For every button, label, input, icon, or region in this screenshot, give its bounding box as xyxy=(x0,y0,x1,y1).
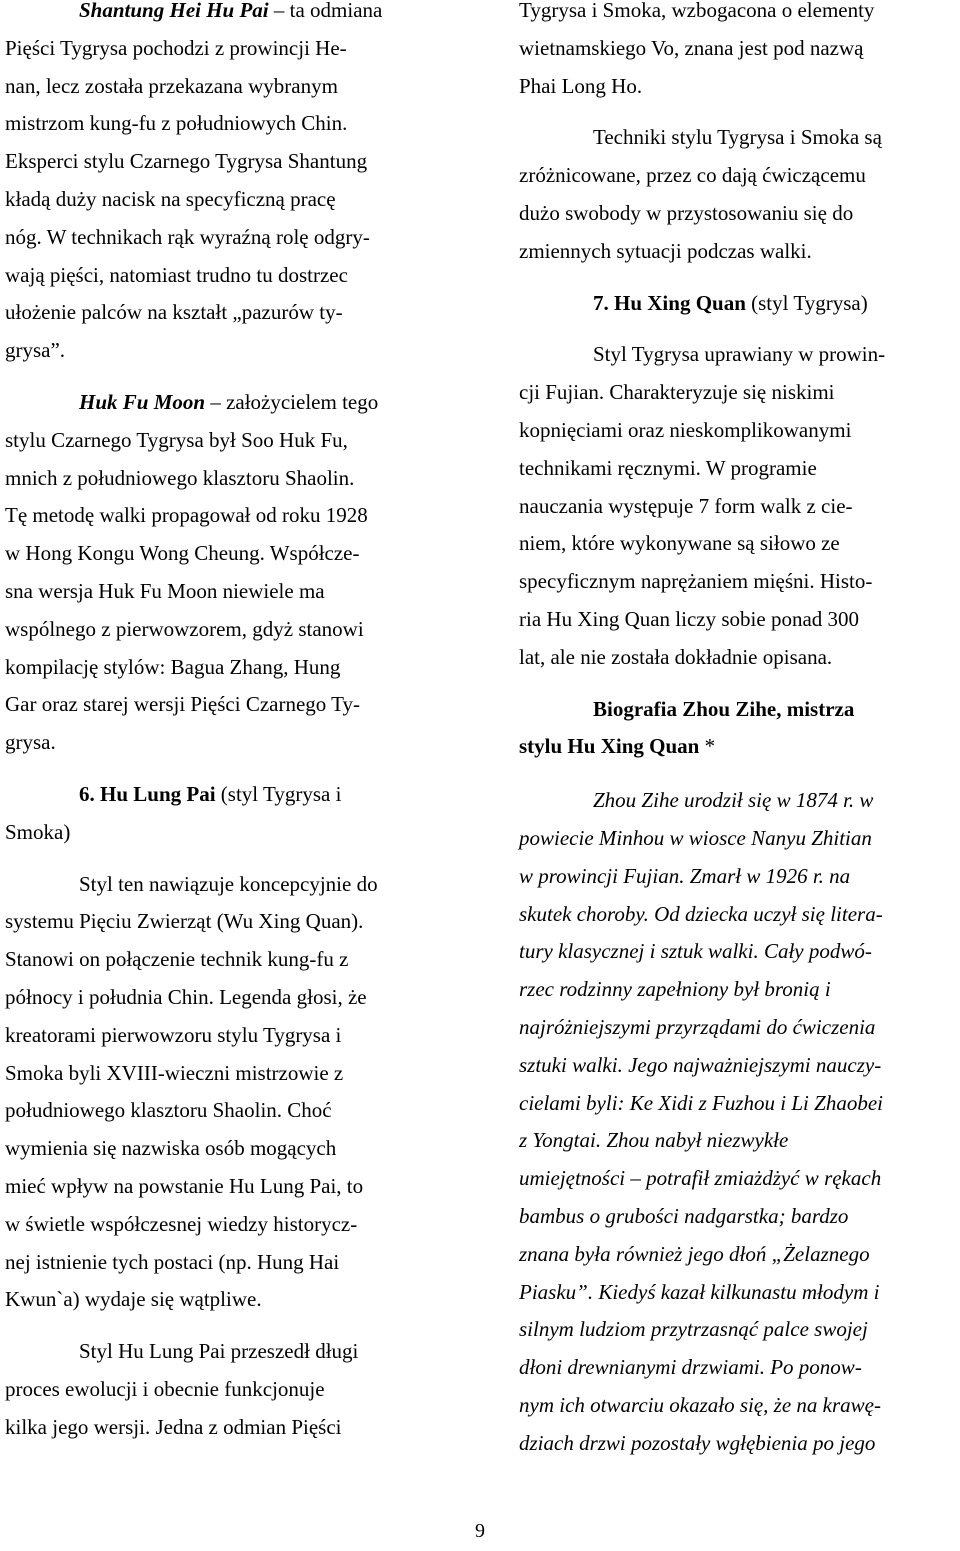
paragraph-hu-lung-pai xyxy=(5,866,460,1320)
left-column xyxy=(5,0,460,1446)
text-line: w świetle współczesnej wiedzy historycz- xyxy=(5,1211,358,1236)
text-line: rzec rodzinny zapełniony był bronią i xyxy=(519,977,831,1002)
text-line: lat, ale nie została dokładnie opisana. xyxy=(519,644,833,669)
text-line: dużo swobody w przystosowaniu się do xyxy=(519,200,854,225)
text-line: sna wersja Huk Fu Moon niewiele ma xyxy=(5,578,325,603)
text-line: w prowincji Fujian. Zmarł w 1926 r. na xyxy=(519,863,851,888)
text-line: Kwun`a) wydaje się wątpliwe. xyxy=(5,1287,262,1312)
text-line: kładą duży nacisk na specyficzną pracę xyxy=(5,186,336,211)
text-line: Styl ten nawiązuje koncepcyjnie do xyxy=(79,871,378,896)
text-line: zmiennych sytuacji podczas walki. xyxy=(519,238,812,263)
paragraph-continuation xyxy=(519,0,960,105)
text-line: wspólnego z pierwowzorem, gdyż stanowi xyxy=(5,616,364,641)
text-line: mistrzom kung-fu z południowych Chin. xyxy=(5,111,348,136)
text-line: Stanowi on połączenie technik kung-fu z xyxy=(5,947,349,972)
text-line: zróżnicowane, przez co dają ćwiczącemu xyxy=(519,163,866,188)
text-line: grysa”. xyxy=(5,338,66,363)
style-name: Huk Fu Moon xyxy=(79,389,206,414)
text-line: technikami ręcznymi. W programie xyxy=(519,455,817,480)
text-line: nóg. W technikach rąk wyraźną rolę odgry- xyxy=(5,224,370,249)
text-line: ułożenie palców na kształt „pazurów ty- xyxy=(5,300,343,325)
text-line: mieć wpływ na powstanie Hu Lung Pai, to xyxy=(5,1173,364,1198)
style-name: Shantung Hei Hu Pai xyxy=(79,0,269,22)
text-line: dziach drzwi pozostały wgłębienia po jego xyxy=(519,1430,876,1455)
text-line: Shantung Hei Hu Pai – ta odmiana xyxy=(79,0,383,22)
text-line: północy i południa Chin. Legenda głosi, że xyxy=(5,984,367,1009)
text-line: mnich z południowego klasztoru Shaolin. xyxy=(5,465,355,490)
text-line: sztuki walki. Jego najważniejszymi nauczy- xyxy=(519,1052,882,1077)
text-line: Eksperci stylu Czarnego Tygrysa Shantung xyxy=(5,149,368,174)
text-line: Huk Fu Moon – założycielem tego xyxy=(79,389,379,414)
text-line: grysa. xyxy=(5,730,56,755)
text-line: Piasku”. Kiedyś kazał kilkunastu młodym i xyxy=(519,1279,880,1304)
text-line: nym ich otwarciu okazało się, że na krawę- xyxy=(519,1392,881,1417)
text-line: stylu Czarnego Tygrysa był Soo Huk Fu, xyxy=(5,427,348,452)
text-line: znana była również jego dłoń „Żelaznego xyxy=(519,1241,870,1266)
text-line: w Hong Kongu Wong Cheung. Współcze- xyxy=(5,541,360,566)
section-heading-6 xyxy=(5,776,460,852)
text-line: stylu Hu Xing Quan * xyxy=(519,734,716,759)
text-line: Gar oraz starej wersji Pięści Czarnego Ty- xyxy=(5,692,361,717)
text-line: skutek choroby. Od dziecka uczył się litera- xyxy=(519,901,883,926)
text-line: specyficznym naprężaniem mięśni. Histo- xyxy=(519,569,873,594)
text-line: silnym ludziom przytrzasnąć palce swojej xyxy=(519,1317,868,1342)
text-line: nauczania występuje 7 form walk z cie- xyxy=(519,493,853,518)
text-line: tury klasycznej i sztuk walki. Cały podwó- xyxy=(519,939,872,964)
text-line: niem, które wykonywane są siłowo ze xyxy=(519,531,840,556)
text-line: wymienia się nazwiska osób mogących xyxy=(5,1136,337,1161)
paragraph-techniques xyxy=(519,119,960,270)
section-heading-7 xyxy=(519,285,960,323)
text-line: Styl Tygrysa uprawiany w prowin- xyxy=(593,342,886,367)
text-line: kreatorami pierwowzoru stylu Tygrysa i xyxy=(5,1022,342,1047)
text-line: proces ewolucji i obecnie funkcjonuje xyxy=(5,1376,325,1401)
text-line: ria Hu Xing Quan liczy sobie ponad 300 xyxy=(519,606,860,631)
text-line: powiecie Minhou w wiosce Nanyu Zhitian xyxy=(519,825,872,850)
paragraph-huk-fu-moon xyxy=(5,384,460,762)
heading-title: 7. Hu Xing Quan xyxy=(593,290,746,315)
paragraph-evolution xyxy=(5,1333,460,1446)
text-line: Smoka) xyxy=(5,819,71,844)
text-line: Zhou Zihe urodził się w 1874 r. w xyxy=(593,788,874,813)
text-line: wają pięści, natomiast trudno tu dostrzec xyxy=(5,262,348,287)
paragraph-shantung xyxy=(5,0,460,370)
text-line: systemu Pięciu Zwierząt (Wu Xing Quan). xyxy=(5,909,364,934)
biography-text xyxy=(519,782,960,1462)
text-line: dłoni drewnianymi drzwiami. Po ponow- xyxy=(519,1355,862,1380)
text-line: kopnięciami oraz nieskomplikowanymi xyxy=(519,417,852,442)
text-line: Phai Long Ho. xyxy=(519,73,643,98)
page-number: 9 xyxy=(475,1520,485,1542)
text-line: Pięści Tygrysa pochodzi z prowincji He- xyxy=(5,35,347,60)
paragraph-hu-xing-quan xyxy=(519,336,960,676)
text-line: z Yongtai. Zhou nabył niezwykłe xyxy=(519,1128,789,1153)
text-line: cji Fujian. Charakteryzuje się niskimi xyxy=(519,380,835,405)
text-line: południowego klasztoru Shaolin. Choć xyxy=(5,1098,332,1123)
right-column xyxy=(519,0,960,1462)
text-line: nan, lecz została przekazana wybranym xyxy=(5,73,338,98)
heading-title: 6. Hu Lung Pai xyxy=(79,781,216,806)
text-line: 7. Hu Xing Quan (styl Tygrysa) xyxy=(593,290,868,315)
text-line: 6. Hu Lung Pai (styl Tygrysa i xyxy=(79,781,342,806)
text-line: umiejętności – potrafił zmiażdżyć w rękach xyxy=(519,1166,882,1191)
text-line: bambus o grubości nadgarstka; bardzo xyxy=(519,1203,849,1228)
text-line: Styl Hu Lung Pai przeszedł długi xyxy=(79,1339,359,1364)
text-line: kilka jego wersji. Jedna z odmian Pięści xyxy=(5,1414,342,1439)
biography-heading xyxy=(519,691,960,767)
text-line: Techniki stylu Tygrysa i Smoka są xyxy=(593,125,882,150)
text-line: Tygrysa i Smoka, wzbogacona o elementy xyxy=(519,0,875,22)
text-line: nej istnienie tych postaci (np. Hung Hai xyxy=(5,1249,340,1274)
text-line: najróżniejszymi przyrządami do ćwiczenia xyxy=(519,1014,876,1039)
text-line: wietnamskiego Vo, znana jest pod nazwą xyxy=(519,35,864,60)
text-line: Smoka byli XVIII-wieczni mistrzowie z xyxy=(5,1060,344,1085)
text-line: Biografia Zhou Zihe, mistrza xyxy=(593,696,855,721)
text-line: cielami byli: Ke Xidi z Fuzhou i Li Zhaobei xyxy=(519,1090,883,1115)
text-line: kompilację stylów: Bagua Zhang, Hung xyxy=(5,654,341,679)
text-line: Tę metodę walki propagował od roku 1928 xyxy=(5,503,368,528)
